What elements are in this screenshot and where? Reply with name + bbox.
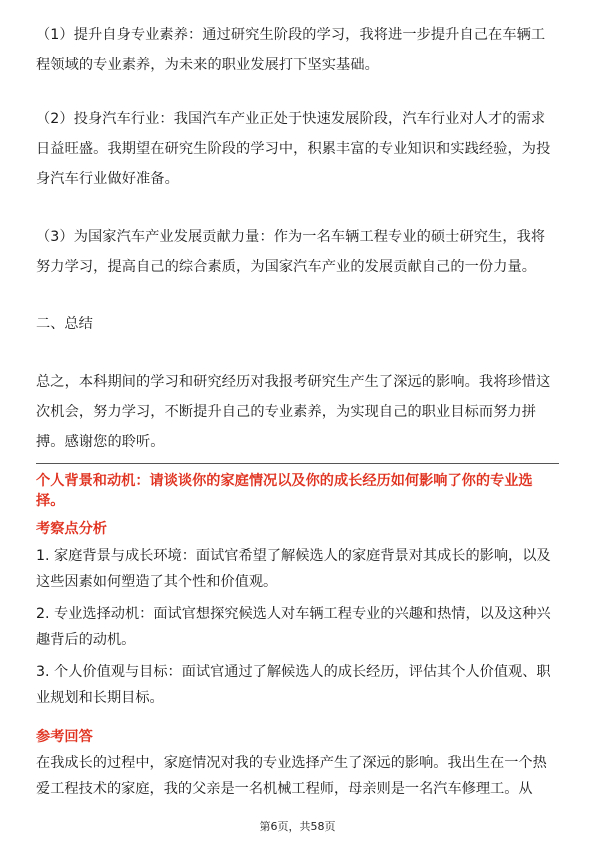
page-number-footer: 第6页，共58页 xyxy=(259,820,336,833)
analysis-item-2: 2. 专业选择动机：面试官想探究候选人对车辆工程专业的兴趣和热情，以及这种兴趣背后的动机。 xyxy=(36,606,551,648)
paragraph-point-2: （2）投身汽车行业：我国汽车产业正处于快速发展阶段，汽车行业对人才的需求日益旺盛。我期望在研究生阶段的学习中，积累丰富的专业知识和实践经验，为投身汽车行业做好准备。 xyxy=(36,111,551,187)
answer-heading: 参考回答 xyxy=(36,729,93,745)
summary-paragraph: 总之，本科期间的学习和研究经历对我报考研究生产生了深远的影响。我将珍惜这次机会，努力学习，不断提升自己的专业素养，为实现自己的职业目标而努力拼搏。感谢您的聆听。 xyxy=(36,374,551,450)
question-title: 个人背景和动机：请谈谈你的家庭情况以及你的成长经历如何影响了你的专业选择。 xyxy=(36,473,533,509)
analysis-item-3: 3. 个人价值观与目标：面试官通过了解候选人的成长经历，评估其个人价值观、职业规划和长期目标。 xyxy=(36,664,551,706)
answer-paragraph: 在我成长的过程中，家庭情况对我的专业选择产生了深远的影响。我出生在一个热爱工程技术的家庭，我的父亲是一名机械工程师，母亲则是一名汽车修理工。从 xyxy=(36,755,547,797)
section-divider xyxy=(36,463,559,464)
paragraph-point-1: （1）提升自身专业素养：通过研究生阶段的学习，我将进一步提升自己在车辆工程领域的专业素养，为未来的职业发展打下坚实基础。 xyxy=(36,27,546,73)
summary-heading: 二、总结 xyxy=(36,316,93,332)
paragraph-point-3: （3）为国家汽车产业发展贡献力量：作为一名车辆工程专业的硕士研究生，我将努力学习，提高自己的综合素质，为国家汽车产业的发展贡献自己的一份力量。 xyxy=(36,229,546,275)
analysis-item-1: 1. 家庭背景与成长环境：面试官希望了解候选人的家庭背景对其成长的影响，以及这些因素如何塑造了其个性和价值观。 xyxy=(36,548,551,590)
analysis-heading: 考察点分析 xyxy=(36,521,107,537)
